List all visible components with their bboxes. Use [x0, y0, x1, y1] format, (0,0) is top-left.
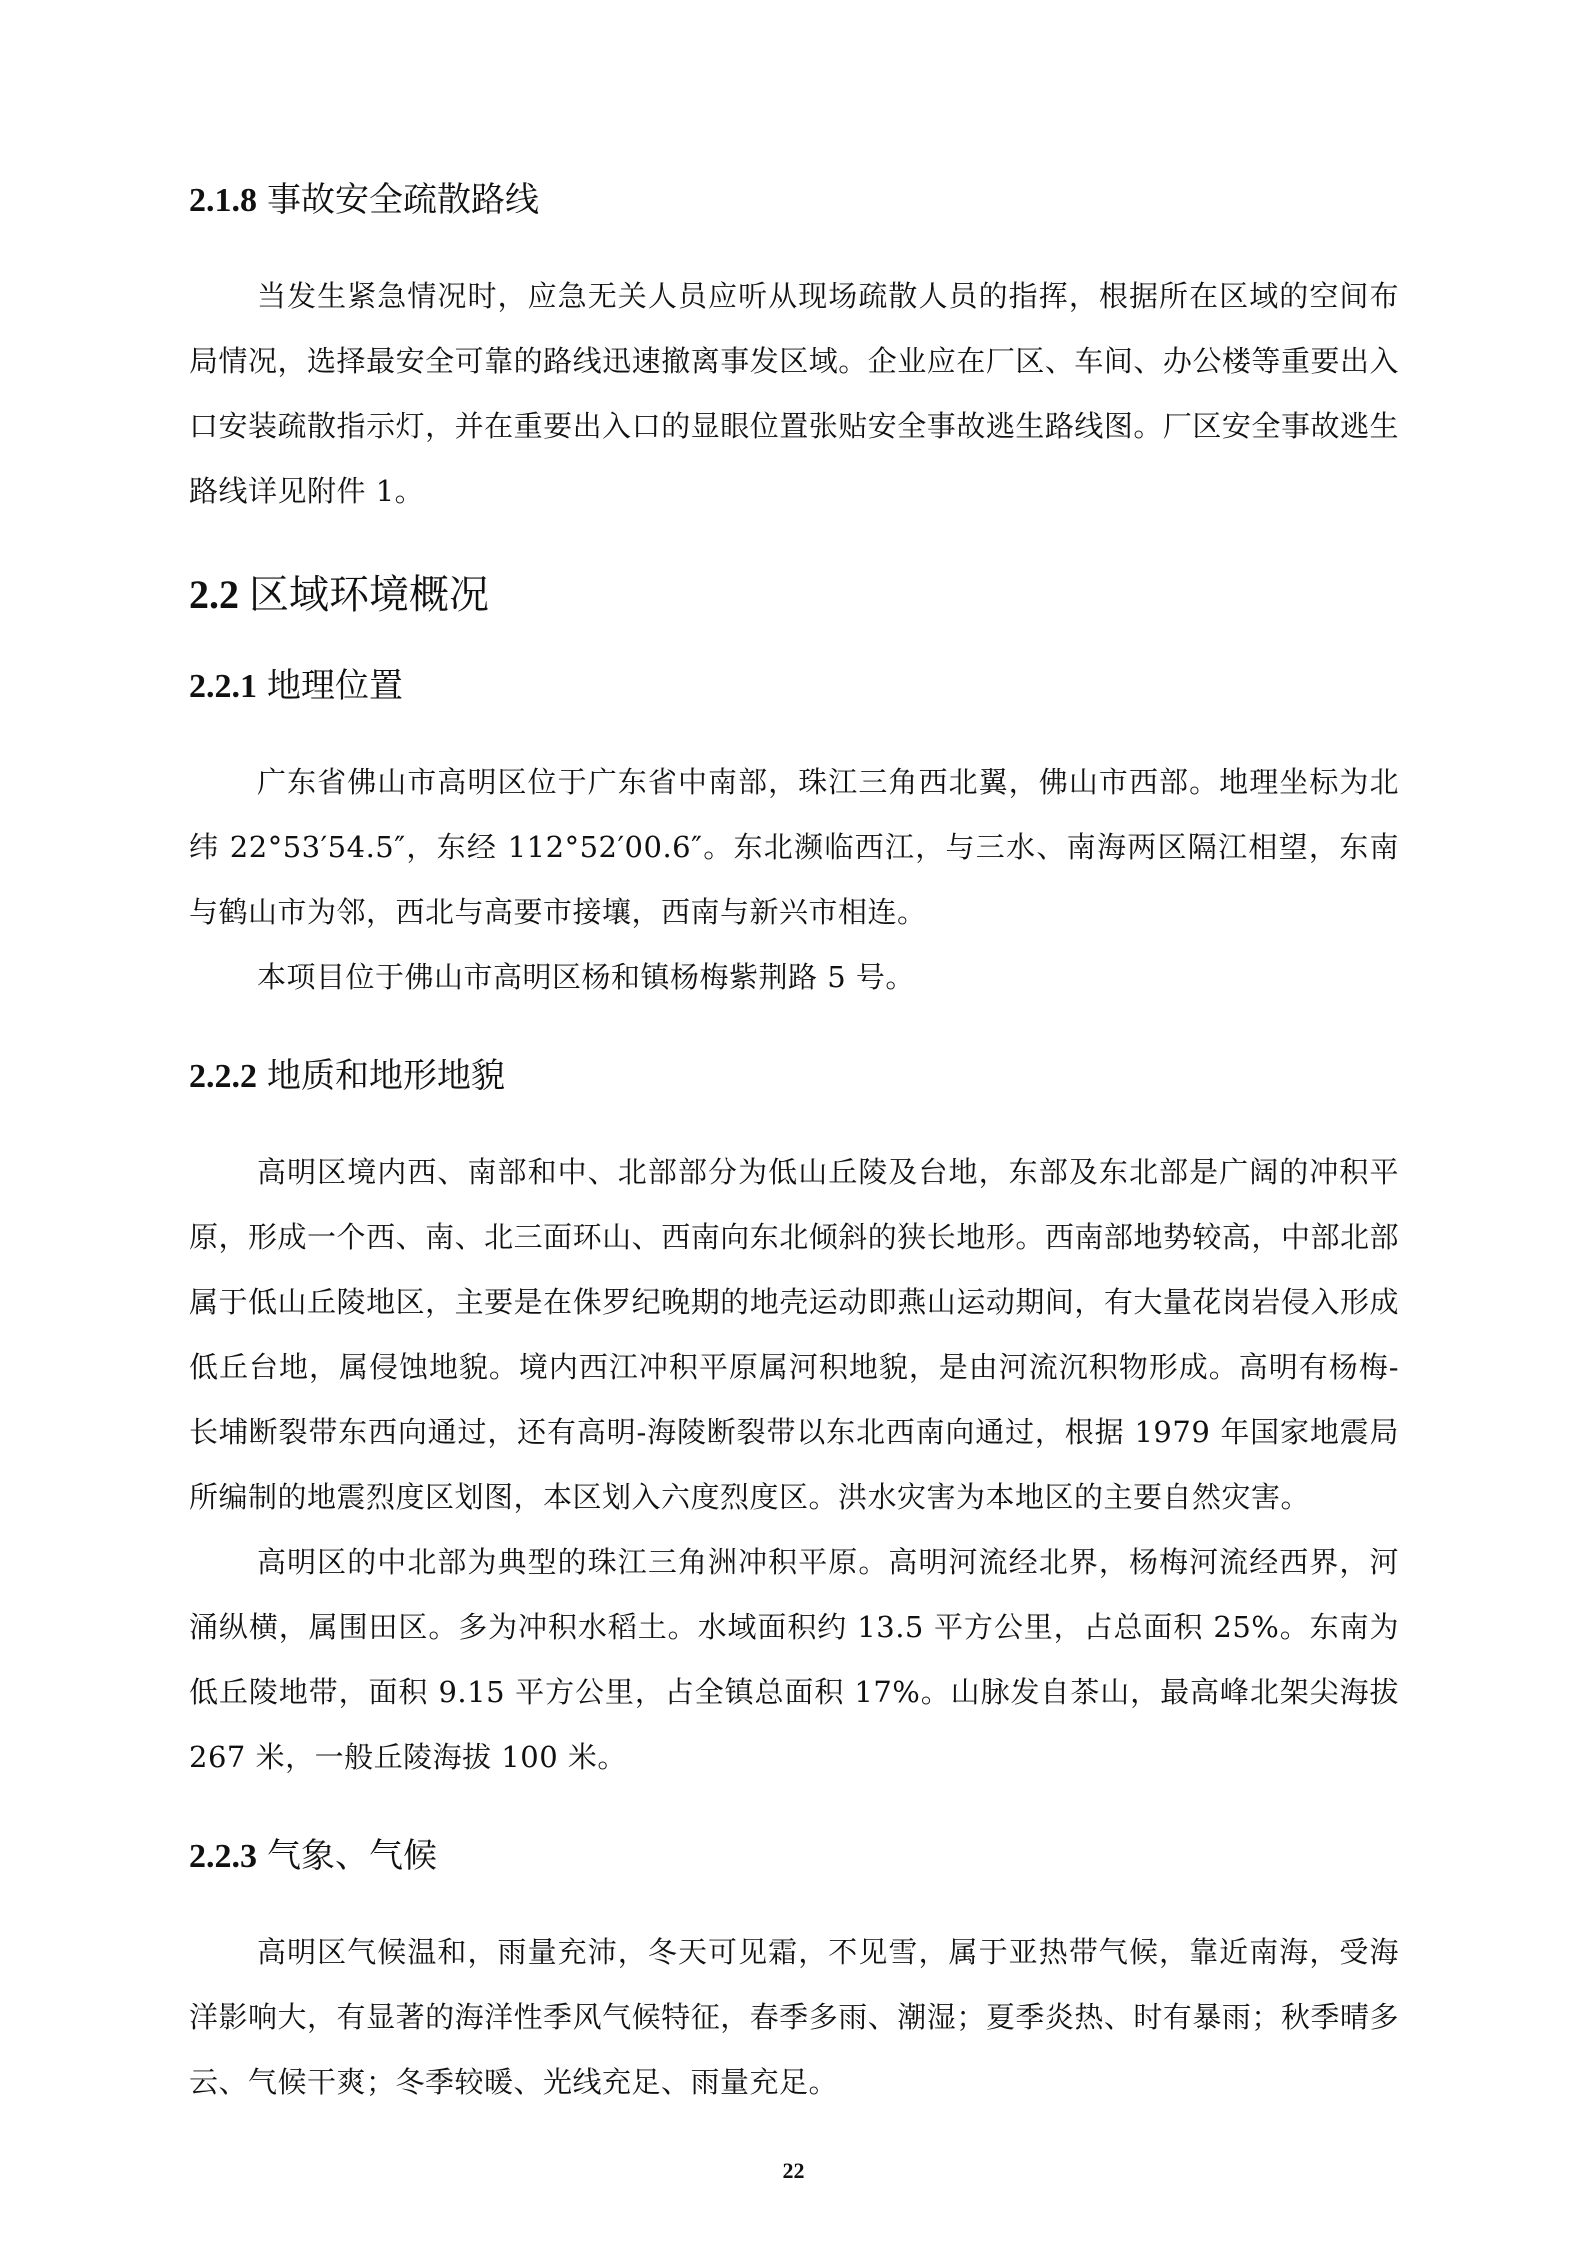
heading-2-2-1	[189, 656, 1399, 716]
heading-title: 地质和地形地貌	[267, 1056, 505, 1096]
paragraph: 高明区的中北部为典型的珠江三角洲冲积平原。高明河流经北界，杨梅河流经西界，河涌纵横，属围田区。多为冲积水稻土。水域面积约 13.5 平方公里，占总面积 25%。东南为低丘陵地带，面积 9.15 平方公里，占全镇总面积 17%。山脉发自茶山，最高峰北架尖海拔 267 米，一般丘陵海拔 100 米。	[189, 1545, 1399, 1774]
heading-2-2-3	[189, 1826, 1399, 1886]
heading-number: 2.2.2	[189, 1058, 257, 1095]
page-number: 22	[782, 2158, 805, 2183]
heading-2-2	[189, 560, 1399, 630]
heading-number: 2.2.3	[189, 1838, 257, 1875]
heading-title: 区域环境概况	[249, 572, 489, 618]
paragraph: 高明区气候温和，雨量充沛，冬天可见霜，不见雪，属于亚热带气候，靠近南海，受海洋影响大，有显著的海洋性季风气候特征，春季多雨、潮湿；夏季炎热、时有暴雨；秋季晴多云、气候干爽；冬季较暖、光线充足、雨量充足。	[189, 1935, 1399, 2099]
heading-2-2-2	[189, 1046, 1399, 1106]
heading-title: 气象、气候	[267, 1836, 437, 1876]
page-content	[189, 170, 1399, 2115]
paragraph: 本项目位于佛山市高明区杨和镇杨梅紫荆路 5 号。	[257, 960, 915, 994]
heading-number: 2.2.1	[189, 668, 257, 705]
heading-title: 事故安全疏散路线	[267, 180, 539, 220]
paragraph: 当发生紧急情况时，应急无关人员应听从现场疏散人员的指挥，根据所在区域的空间布局情况，选择最安全可靠的路线迅速撤离事发区域。企业应在厂区、车间、办公楼等重要出入口安装疏散指示灯，并在重要出入口的显眼位置张贴安全事故逃生路线图。厂区安全事故逃生路线详见附件 1。	[189, 279, 1399, 508]
heading-2-1-8	[189, 170, 1399, 230]
heading-title: 地理位置	[267, 666, 403, 706]
heading-number: 2.2	[189, 572, 239, 617]
heading-number: 2.1.8	[189, 182, 257, 219]
paragraph: 高明区境内西、南部和中、北部部分为低山丘陵及台地，东部及东北部是广阔的冲积平原，形成一个西、南、北三面环山、西南向东北倾斜的狭长地形。西南部地势较高，中部北部属于低山丘陵地区，主要是在侏罗纪晚期的地壳运动即燕山运动期间，有大量花岗岩侵入形成低丘台地，属侵蚀地貌。境内西江冲积平原属河积地貌，是由河流沉积物形成。高明有杨梅-长埔断裂带东西向通过，还有高明-海陵断裂带以东北西南向通过，根据 1979 年国家地震局所编制的地震烈度区划图，本区划入六度烈度区。洪水灾害为本地区的主要自然灾害。	[189, 1155, 1399, 1514]
paragraph: 广东省佛山市高明区位于广东省中南部，珠江三角西北翼，佛山市西部。地理坐标为北纬 22°53′54.5″，东经 112°52′00.6″。东北濒临西江，与三水、南海两区隔江相望，东南与鹤山市为邻，西北与高要市接壤，西南与新兴市相连。	[189, 765, 1399, 929]
